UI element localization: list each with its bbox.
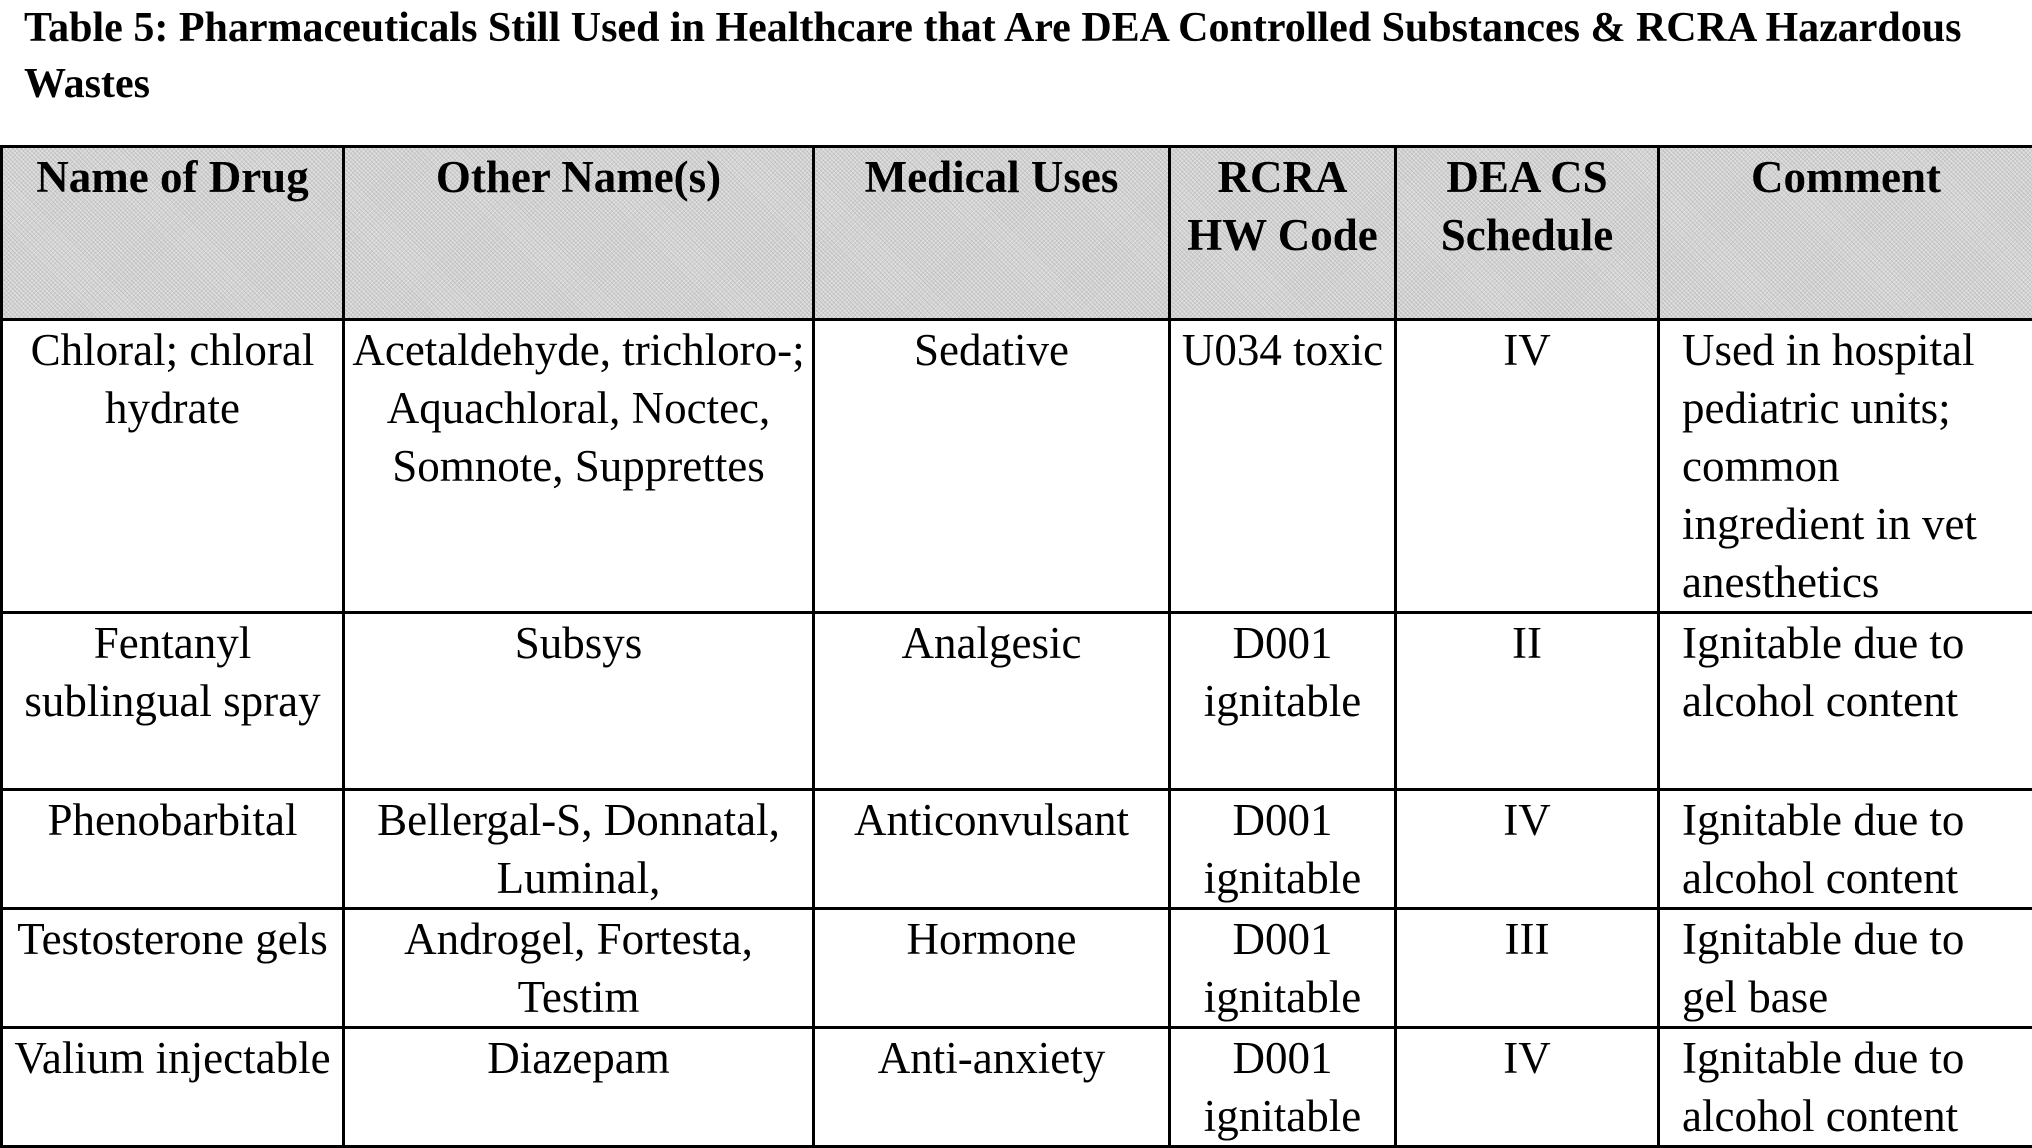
cell-comment: Ignitable due to alcohol content <box>1659 613 2032 790</box>
cell-comment: Ignitable due to alcohol content <box>1659 1028 2032 1147</box>
cell-other-names: Diazepam <box>344 1028 814 1147</box>
cell-medical-uses: Anticonvulsant <box>814 790 1170 909</box>
header-medical-uses: Medical Uses <box>814 147 1170 320</box>
cell-rcra-code: U034 toxic <box>1170 320 1396 613</box>
cell-comment: Ignitable due to gel base <box>1659 909 2032 1028</box>
cell-drug-name: Valium injectable <box>2 1028 344 1147</box>
cell-drug-name: Phenobarbital <box>2 790 344 909</box>
cell-medical-uses: Sedative <box>814 320 1170 613</box>
cell-dea-schedule: IV <box>1396 1028 1659 1147</box>
header-name-of-drug: Name of Drug <box>2 147 344 320</box>
cell-medical-uses: Analgesic <box>814 613 1170 790</box>
table-row <box>2 790 2032 909</box>
table-row <box>2 1028 2032 1147</box>
cell-dea-schedule: IV <box>1396 320 1659 613</box>
header-rcra-hw-code: RCRA HW Code <box>1170 147 1396 320</box>
cell-other-names: Bellergal-S, Donnatal, Luminal, <box>344 790 814 909</box>
cell-dea-schedule: III <box>1396 909 1659 1028</box>
cell-drug-name: Testosterone gels <box>2 909 344 1028</box>
cell-dea-schedule: II <box>1396 613 1659 790</box>
cell-other-names: Androgel, Fortesta, Testim <box>344 909 814 1028</box>
cell-rcra-code: D001 ignitable <box>1170 790 1396 909</box>
cell-comment: Used in hospital pediatric units; common ingredient in vet anesthetics <box>1659 320 2032 613</box>
header-dea-cs-schedule: DEA CS Schedule <box>1396 147 1659 320</box>
table-row <box>2 320 2032 613</box>
cell-drug-name: Chloral; chloral hydrate <box>2 320 344 613</box>
cell-other-names: Subsys <box>344 613 814 790</box>
cell-medical-uses: Anti-anxiety <box>814 1028 1170 1147</box>
cell-dea-schedule: IV <box>1396 790 1659 909</box>
cell-drug-name: Fentanyl sublingual spray <box>2 613 344 790</box>
cell-rcra-code: D001 ignitable <box>1170 909 1396 1028</box>
table-row <box>2 613 2032 790</box>
cell-medical-uses: Hormone <box>814 909 1170 1028</box>
cell-rcra-code: D001 ignitable <box>1170 613 1396 790</box>
cell-comment: Ignitable due to alcohol content <box>1659 790 2032 909</box>
cell-rcra-code: D001 ignitable <box>1170 1028 1396 1147</box>
header-comment: Comment <box>1659 147 2032 320</box>
cell-other-names: Acetaldehyde, trichloro-; Aquachloral, Noctec, Somnote, Supprettes <box>344 320 814 613</box>
table-title: Table 5: Pharmaceuticals Still Used in Healthcare that Are DEA Controlled Substances & RCRA Hazardous Wastes <box>24 0 2014 112</box>
table-header-row <box>2 147 2032 320</box>
header-other-names: Other Name(s) <box>344 147 814 320</box>
drug-table <box>0 145 2032 1148</box>
table-row <box>2 909 2032 1028</box>
